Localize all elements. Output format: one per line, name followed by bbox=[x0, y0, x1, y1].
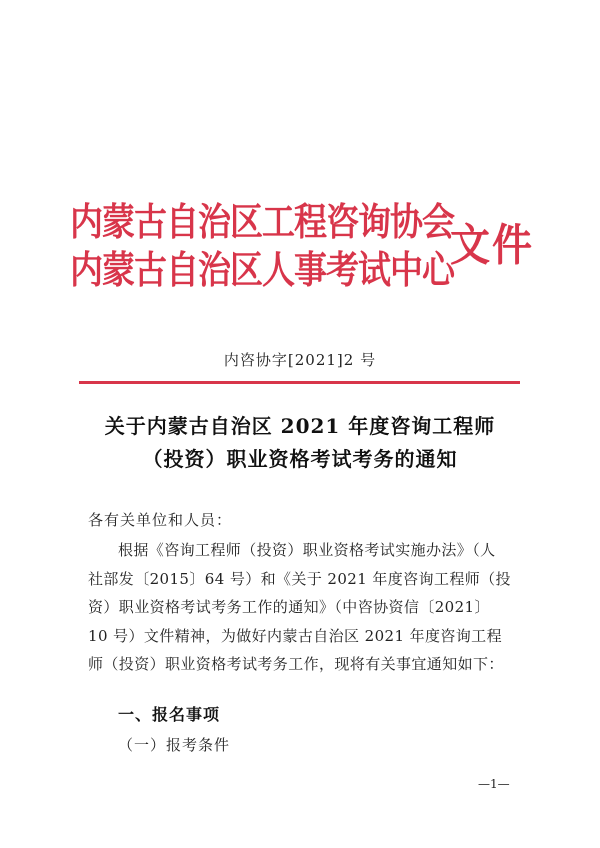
salutation: 各有关单位和人员： bbox=[88, 511, 233, 529]
red-letterhead bbox=[70, 196, 540, 296]
title-line-1: 关于内蒙古自治区 2021 年度咨询工程师 bbox=[104, 414, 496, 438]
body-line: 师（投资）职业资格考试考务工作，现将有关事宜通知如下： bbox=[88, 655, 504, 673]
page-number: —1— bbox=[478, 777, 510, 791]
issuing-organizations bbox=[70, 196, 454, 293]
body-line: 10 号）文件精神，为做好内蒙古自治区 2021 年度咨询工程 bbox=[88, 626, 502, 645]
red-divider-line bbox=[79, 381, 520, 384]
document-number: 内咨协字[2021]2 号 bbox=[223, 351, 377, 369]
subsection-heading-1-1: （一）报考条件 bbox=[118, 736, 231, 754]
body-line: 资）职业资格考试考务工作的通知》（中咨协资信〔2021〕 bbox=[88, 598, 490, 616]
body-paragraph bbox=[88, 536, 528, 679]
body-line: 根据《咨询工程师（投资）职业资格考试实施办法》（人 bbox=[118, 541, 496, 559]
document-label: 文件 bbox=[450, 220, 534, 271]
notice-title bbox=[0, 410, 600, 476]
section-heading-1: 一、报名事项 bbox=[118, 705, 221, 724]
body-line: 社部发〔2015〕64 号）和《关于 2021 年度咨询工程师（投 bbox=[88, 569, 511, 588]
issuing-org-1: 内蒙古自治区工程咨询协会 bbox=[70, 199, 454, 245]
issuing-org-2: 内蒙古自治区人事考试中心 bbox=[70, 247, 454, 293]
title-line-2: （投资）职业资格考试考务的通知 bbox=[142, 447, 458, 471]
